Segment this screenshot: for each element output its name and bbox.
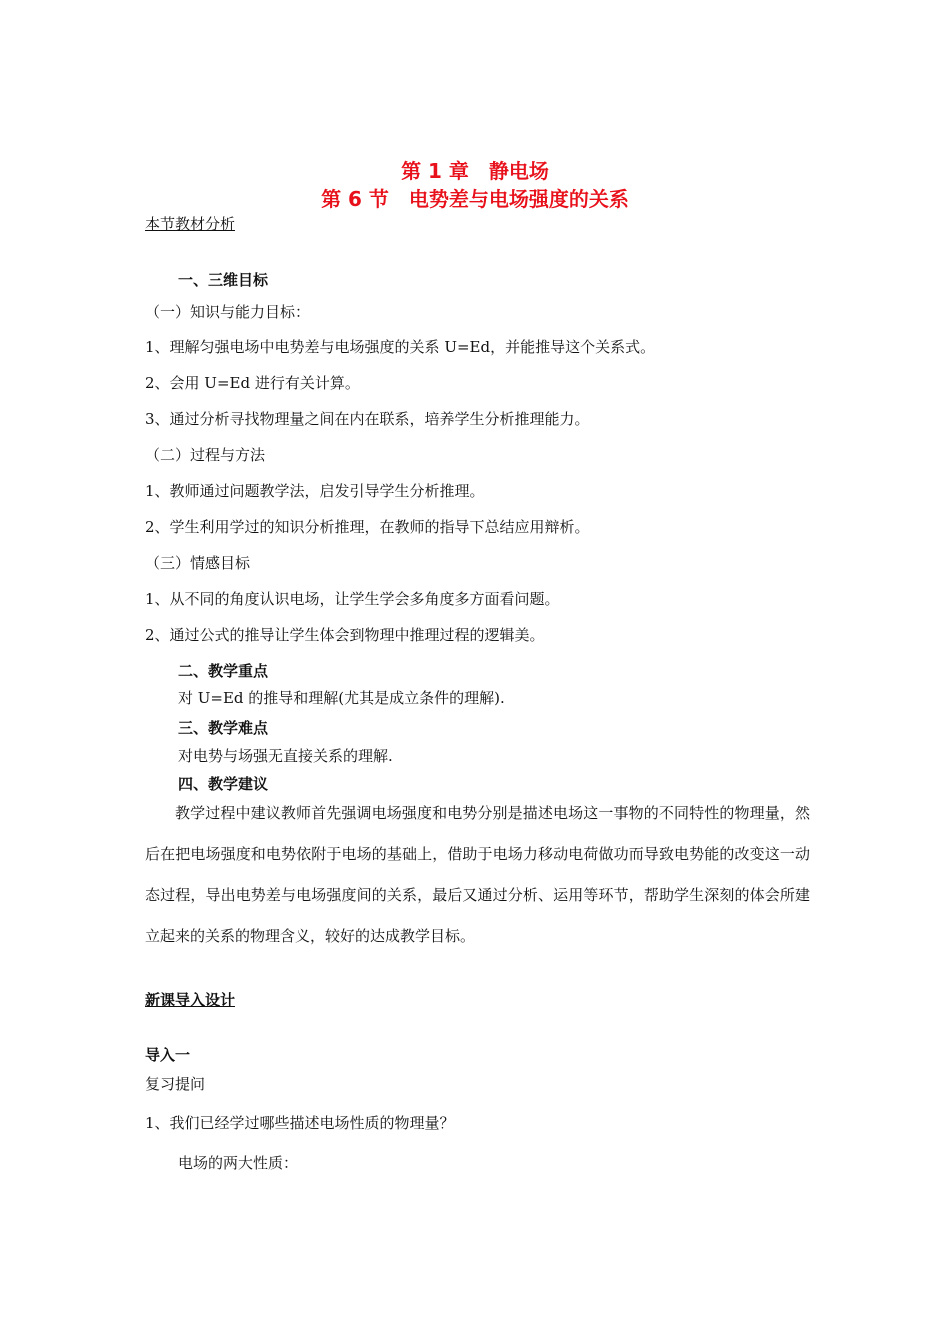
goals-subheading-emotion: （三）情感目标 (145, 554, 251, 572)
goal-knowledge-3: 3、通过分析寻找物理量之间在内在联系，培养学生分析推理能力。 (145, 410, 590, 428)
suggestions-heading: 四、教学建议 (178, 775, 269, 793)
goal-knowledge-2: 2、会用 U=Ed 进行有关计算。 (145, 374, 360, 392)
key-points-text: 对 U=Ed 的推导和理解(尤其是成立条件的理解). (178, 689, 505, 707)
goal-emotion-2: 2、通过公式的推导让学生体会到物理中推理过程的逻辑美。 (145, 626, 545, 644)
difficulties-heading: 三、教学难点 (178, 719, 269, 737)
chapter-title: 第 1 章 静电场 (401, 159, 549, 183)
difficulties-text: 对电势与场强无直接关系的理解. (178, 747, 393, 765)
suggestions-paragraph: 教学过程中建议教师首先强调电场强度和电势分别是描述电场这一事物的不同特性的物理量，然后在把电场强度和电势依附于电场的基础上，借助于电场力移动电荷做功而导致电势能的改变这一动态过程，导出电势差与电场强度间的关系，最后又通过分析、运用等环节，帮助学生深刻的体会所建立起来的关系的物理含义，较好的达成教学目标。 (145, 804, 810, 945)
intro-one-heading: 导入一 (145, 1046, 191, 1064)
key-points-heading: 二、教学重点 (178, 662, 269, 680)
review-question-1: 1、我们已经学过哪些描述电场性质的物理量？ (145, 1114, 455, 1132)
goals-heading: 一、三维目标 (178, 271, 269, 289)
goal-process-2: 2、学生利用学过的知识分析推理，在教师的指导下总结应用辩析。 (145, 518, 590, 536)
goals-subheading-process: （二）过程与方法 (145, 446, 266, 464)
goal-emotion-1: 1、从不同的角度认识电场，让学生学会多角度多方面看问题。 (145, 590, 560, 608)
review-label: 复习提问 (145, 1075, 206, 1093)
goal-knowledge-1: 1、理解匀强电场中电势差与电场强度的关系 U=Ed，并能推导这个关系式。 (145, 338, 656, 356)
goals-subheading-knowledge: （一）知识与能力目标： (145, 303, 311, 321)
field-properties-line: 电场的两大性质： (178, 1154, 299, 1172)
intro-design-heading: 新课导入设计 (145, 991, 236, 1009)
goal-process-1: 1、教师通过问题教学法，启发引导学生分析推理。 (145, 482, 485, 500)
section-title: 第 6 节 电势差与电场强度的关系 (321, 187, 629, 211)
analysis-heading: 本节教材分析 (145, 215, 236, 233)
